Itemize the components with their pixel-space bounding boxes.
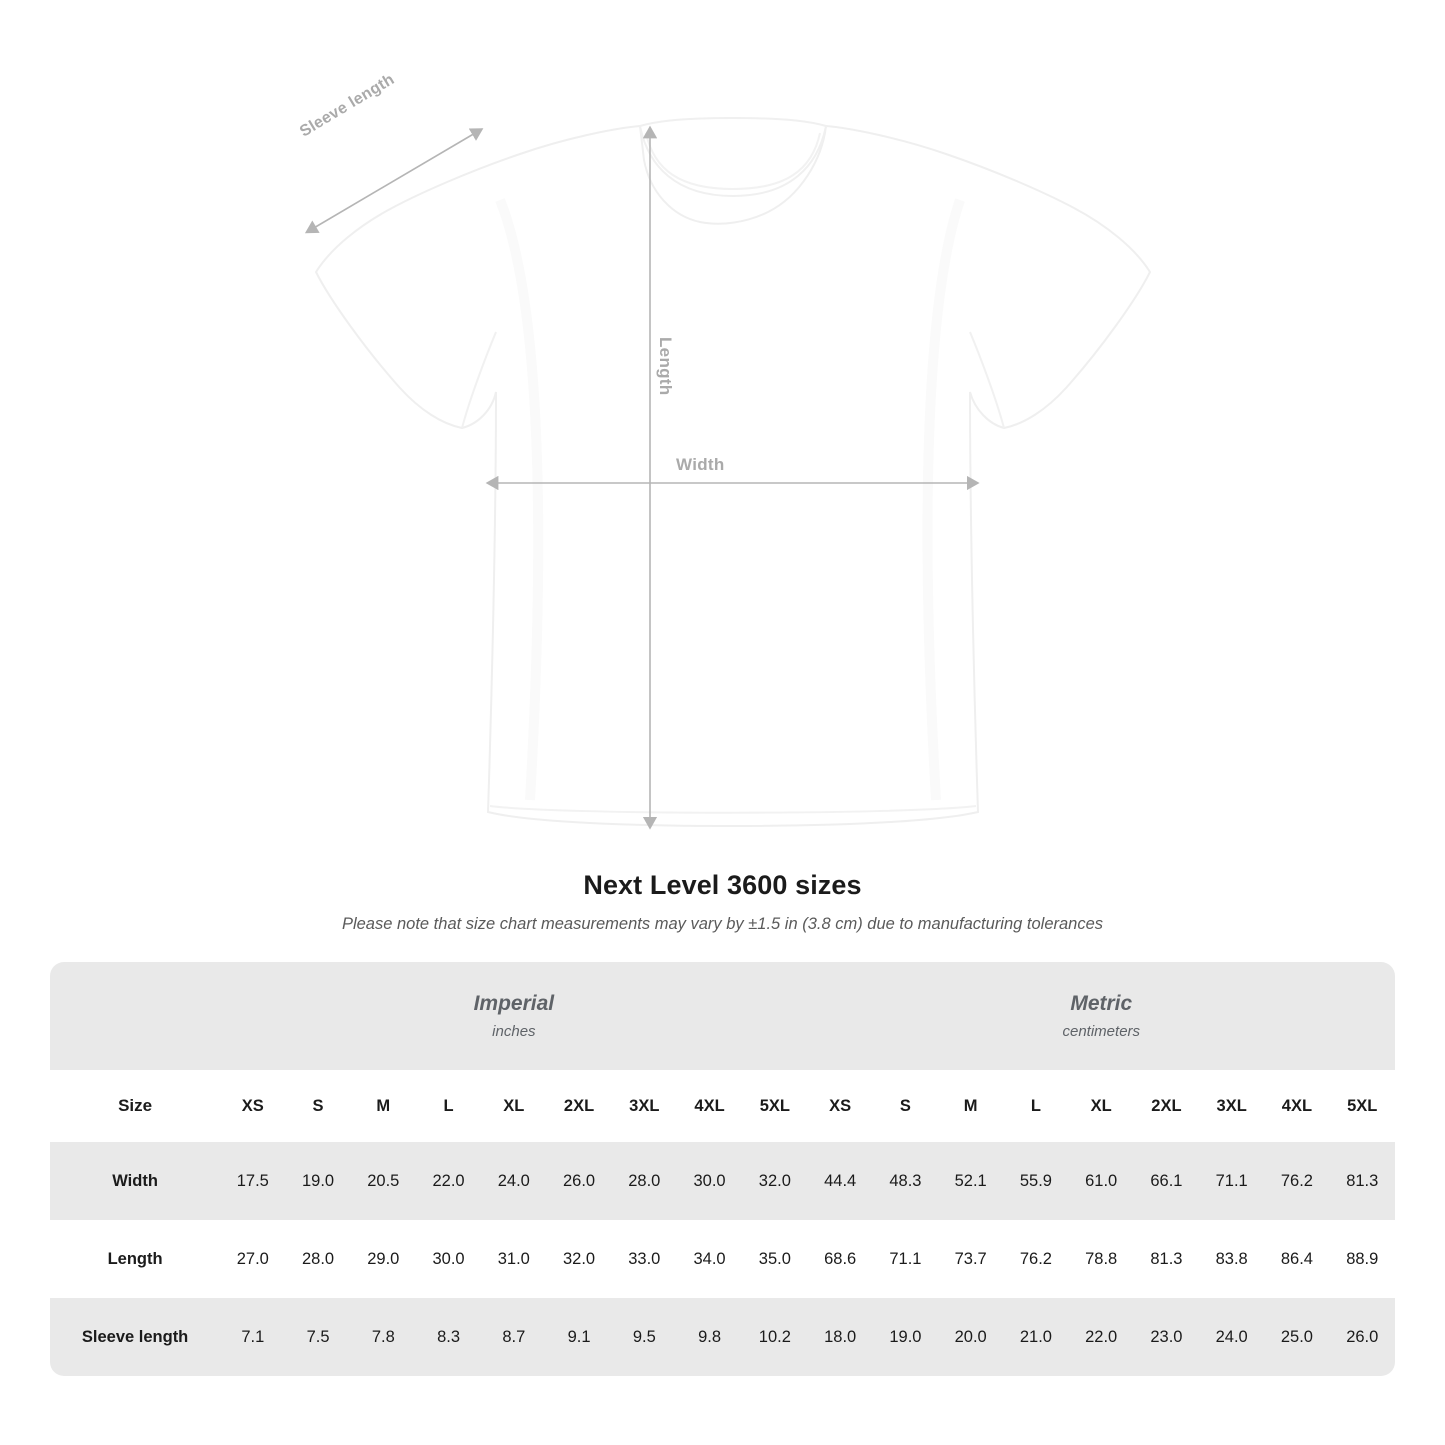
size-header-cell: 5XL	[1330, 1070, 1395, 1142]
measurement-cell: 32.0	[546, 1220, 611, 1298]
measurement-cell: 86.4	[1264, 1220, 1329, 1298]
measurement-cell: 7.8	[351, 1298, 416, 1376]
size-header-cell: M	[351, 1070, 416, 1142]
measurement-cell: 35.0	[742, 1220, 807, 1298]
size-header-cell: 5XL	[742, 1070, 807, 1142]
measurement-cell: 48.3	[873, 1142, 938, 1220]
measurement-cell: 19.0	[873, 1298, 938, 1376]
row-label: Width	[50, 1142, 220, 1220]
row-label: Sleeve length	[50, 1298, 220, 1376]
unit-sub: centimeters	[1062, 1022, 1141, 1040]
measurement-cell: 28.0	[285, 1220, 350, 1298]
measurement-cell: 26.0	[1330, 1298, 1395, 1376]
measurement-cell: 9.1	[546, 1298, 611, 1376]
measurement-cell: 28.0	[612, 1142, 677, 1220]
table-row	[50, 1220, 1395, 1298]
measurement-cell: 7.1	[220, 1298, 285, 1376]
size-header-cell: XL	[1069, 1070, 1134, 1142]
measurement-cell: 71.1	[873, 1220, 938, 1298]
measurement-cell: 10.2	[742, 1298, 807, 1376]
measurement-cell: 29.0	[351, 1220, 416, 1298]
unit-name: Metric	[1070, 992, 1133, 1016]
measurement-cell: 30.0	[677, 1142, 742, 1220]
size-header-cell: 3XL	[612, 1070, 677, 1142]
measurement-cell: 44.4	[808, 1142, 873, 1220]
width-label: Width	[676, 455, 725, 474]
measurement-cell: 21.0	[1003, 1298, 1068, 1376]
measurement-cell: 20.0	[938, 1298, 1003, 1376]
size-header-cell: 2XL	[546, 1070, 611, 1142]
measurement-cell: 26.0	[546, 1142, 611, 1220]
measurement-cell: 83.8	[1199, 1220, 1264, 1298]
size-header-cell: 4XL	[1264, 1070, 1329, 1142]
measurement-cell: 19.0	[285, 1142, 350, 1220]
measurement-cell: 17.5	[220, 1142, 285, 1220]
size-header-cell: 3XL	[1199, 1070, 1264, 1142]
measurement-cell: 20.5	[351, 1142, 416, 1220]
size-header-cell: S	[873, 1070, 938, 1142]
measurement-cell: 25.0	[1264, 1298, 1329, 1376]
measurement-cell: 30.0	[416, 1220, 481, 1298]
unit-header-imperial	[220, 962, 807, 1070]
table-row	[50, 1298, 1395, 1376]
unit-sub: inches	[492, 1022, 536, 1040]
unit-header-spacer	[50, 962, 220, 1070]
measurement-cell: 78.8	[1069, 1220, 1134, 1298]
size-header-label: Size	[50, 1070, 220, 1142]
page-title: Next Level 3600 sizes	[583, 870, 862, 900]
size-header-cell: M	[938, 1070, 1003, 1142]
measurement-cell: 24.0	[1199, 1298, 1264, 1376]
size-header-cell: L	[416, 1070, 481, 1142]
size-header-cell: 4XL	[677, 1070, 742, 1142]
measurement-cell: 7.5	[285, 1298, 350, 1376]
measurement-cell: 8.7	[481, 1298, 546, 1376]
measurement-cell: 55.9	[1003, 1142, 1068, 1220]
measurement-cell: 76.2	[1003, 1220, 1068, 1298]
measurement-cell: 34.0	[677, 1220, 742, 1298]
measurement-cell: 66.1	[1134, 1142, 1199, 1220]
chart-heading	[0, 870, 1445, 934]
size-chart-table	[50, 962, 1395, 1376]
sleeve-length-label: Sleeve length	[297, 70, 398, 141]
size-header-cell: L	[1003, 1070, 1068, 1142]
measurement-cell: 18.0	[808, 1298, 873, 1376]
table-row	[50, 1142, 1395, 1220]
measurement-cell: 23.0	[1134, 1298, 1199, 1376]
tshirt-shape	[316, 118, 1150, 826]
measurement-cell: 9.8	[677, 1298, 742, 1376]
measurement-cell: 68.6	[808, 1220, 873, 1298]
measurement-cell: 76.2	[1264, 1142, 1329, 1220]
length-label: Length	[656, 337, 675, 396]
size-header-row	[50, 1070, 1395, 1142]
measurement-cell: 24.0	[481, 1142, 546, 1220]
measurement-cell: 33.0	[612, 1220, 677, 1298]
unit-header-row	[50, 962, 1395, 1070]
measurement-cell: 22.0	[416, 1142, 481, 1220]
measurement-cell: 81.3	[1134, 1220, 1199, 1298]
tolerance-note: Please note that size chart measurements may vary by ±1.5 in (3.8 cm) due to manufacturing tolerances	[341, 915, 1104, 933]
measurement-cell: 71.1	[1199, 1142, 1264, 1220]
measurement-cell: 52.1	[938, 1142, 1003, 1220]
unit-name: Imperial	[473, 992, 555, 1016]
unit-header-metric	[808, 962, 1395, 1070]
measurement-cell: 8.3	[416, 1298, 481, 1376]
size-header-cell: S	[285, 1070, 350, 1142]
measurement-cell: 73.7	[938, 1220, 1003, 1298]
measurement-cell: 27.0	[220, 1220, 285, 1298]
size-header-cell: 2XL	[1134, 1070, 1199, 1142]
row-label: Length	[50, 1220, 220, 1298]
measurement-cell: 22.0	[1069, 1298, 1134, 1376]
size-header-cell: XS	[808, 1070, 873, 1142]
size-header-cell: XL	[481, 1070, 546, 1142]
measurement-cell: 81.3	[1330, 1142, 1395, 1220]
measurement-cell: 32.0	[742, 1142, 807, 1220]
size-header-cell: XS	[220, 1070, 285, 1142]
measurement-cell: 31.0	[481, 1220, 546, 1298]
measurement-cell: 61.0	[1069, 1142, 1134, 1220]
measurement-cell: 88.9	[1330, 1220, 1395, 1298]
measurement-cell: 9.5	[612, 1298, 677, 1376]
size-table-wrapper	[50, 962, 1395, 1376]
